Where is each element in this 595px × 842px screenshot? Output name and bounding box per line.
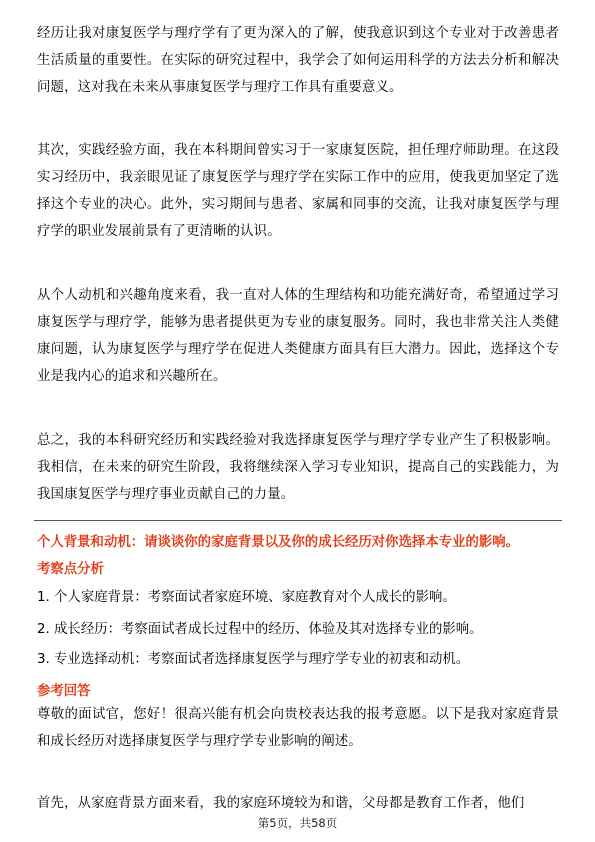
paragraph-text: 其次，实践经验方面，我在本科期间曾实习于一家康复医院，担任理疗师助理。在这段实习经历中，我亲眼见证了康复医学与理疗学在实际工作中的应用，使我更加坚定了选择这个专业的决心。此外，实习期间与患者、家属和同事的交流，让我对康复医学与理疗学的职业发展前景有了更清晰的认识。 xyxy=(37,143,559,239)
analysis-item: 1. 个人家庭背景：考察面试者家庭环境、家庭教育对个人成长的影响。 xyxy=(37,590,456,605)
answer-heading: 参考回答 xyxy=(37,684,91,699)
page-number-footer: 第5页，共58页 xyxy=(257,816,338,830)
paragraph-research-experience xyxy=(37,20,559,101)
question-heading: 个人背景和动机：请谈谈你的家庭背景以及你的成长经历对你选择本专业的影响。 xyxy=(37,535,520,550)
section-divider xyxy=(34,520,562,521)
paragraph-text: 从个人动机和兴趣角度来看，我一直对人体的生理结构和功能充满好奇，希望通过学习康复医学与理疗学，能够为患者提供更为专业的康复服务。同时，我也非常关注人类健康问题，认为康复医学与理疗学在促进人类健康方面具有巨大潜力。因此，选择这个专业是我内心的追求和兴趣所在。 xyxy=(37,288,559,384)
answer-paragraph-intro xyxy=(37,701,559,755)
paragraph-text: 总之，我的本科研究经历和实践经验对我选择康复医学与理疗学专业产生了积极影响。我相信，在未来的研究生阶段，我将继续深入学习专业知识，提高自己的实践能力，为我国康复医学与理疗事业贡献自己的力量。 xyxy=(37,433,559,502)
paragraph-text: 经历让我对康复医学与理疗学有了更为深入的了解，使我意识到这个专业对于改善患者生活质量的重要性。在实际的研究过程中，我学会了如何运用科学的方法去分析和解决问题，这对我在未来从事康复医学与理疗工作具有重要意义。 xyxy=(37,26,559,95)
paragraph-text: 尊敬的面试官，您好！很高兴能有机会向贵校表达我的报考意愿。以下是我对家庭背景和成长经历对选择康复医学与理疗学专业影响的阐述。 xyxy=(37,707,559,749)
paragraph-text: 首先，从家庭背景方面来看，我的家庭环境较为和谐，父母都是教育工作者，他们 xyxy=(37,796,525,811)
paragraph-personal-motivation xyxy=(37,282,559,390)
analysis-item: 3. 专业选择动机：考察面试者选择康复医学与理疗学专业的初衷和动机。 xyxy=(37,652,470,667)
analysis-heading: 考察点分析 xyxy=(37,562,104,577)
answer-paragraph-family xyxy=(37,790,559,817)
paragraph-practice-experience xyxy=(37,137,559,245)
paragraph-conclusion xyxy=(37,427,559,508)
analysis-item: 2. 成长经历：考察面试者成长过程中的经历、体验及其对选择专业的影响。 xyxy=(37,622,483,637)
